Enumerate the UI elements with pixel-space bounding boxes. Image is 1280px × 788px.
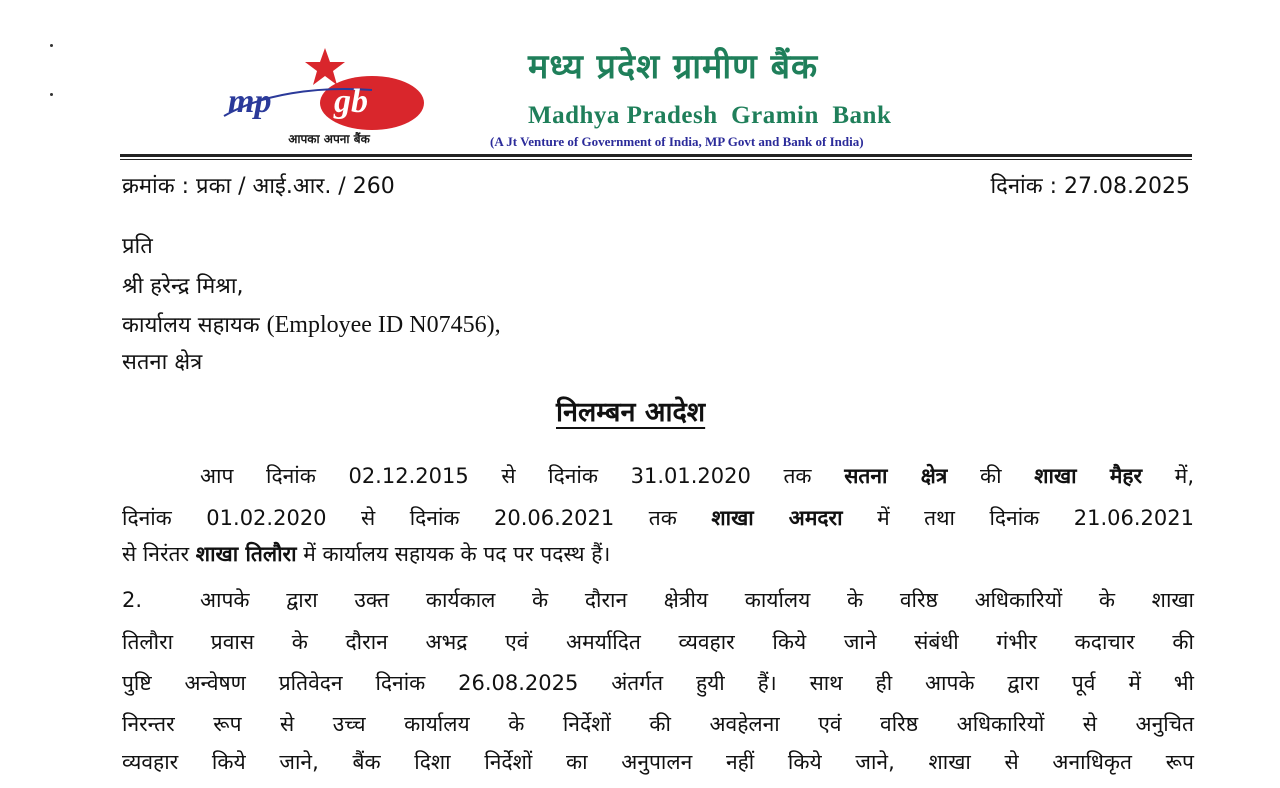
bank-name-english: Madhya Pradesh Gramin Bank <box>528 102 892 129</box>
paragraph1-line2 <box>122 504 1194 532</box>
p1-branch-maihar: शाखा मैहर <box>1034 464 1143 488</box>
addressee-name: श्री हरेन्द्र मिश्रा, <box>122 274 244 299</box>
employee-id: (Employee ID N07456), <box>266 312 501 338</box>
scan-speck <box>50 93 53 96</box>
paragraph1-line3 <box>122 540 1194 568</box>
letter-date: दिनांक : 27.08.2025 <box>990 174 1190 199</box>
p1-branch-amdara: शाखा अमदरा <box>711 506 843 530</box>
logo-tagline: आपका अपना बैंक <box>288 132 370 146</box>
p1-branch-tilaura: शाखा तिलौरा <box>195 542 297 566</box>
p1-text: में, <box>1142 464 1194 488</box>
star-icon <box>305 48 345 85</box>
p1-text: आप दिनांक 02.12.2015 से दिनांक 31.01.2020 तक <box>200 464 845 488</box>
logo-graphic <box>222 46 432 136</box>
paragraph1-line1 <box>122 462 1194 490</box>
bank-logo <box>222 46 432 154</box>
p1-text: में कार्यालय सहायक के पद पर पदस्थ हैं। <box>296 542 611 566</box>
paragraph2-line3: पुष्टि अन्वेषण प्रतिवेदन दिनांक 26.08.2025 अंतर्गत हुयी हैं। साथ ही आपके द्वारा पूर्व में भी <box>122 671 1194 695</box>
p2-text: आपके द्वारा उक्त कार्यकाल के दौरान क्षेत्रीय कार्यालय के वरिष्ठ अधिकारियों के शाखा <box>200 588 1194 612</box>
paragraph2-line5: व्यवहार किये जाने, बैंक दिशा निर्देशों का अनुपालन नहीं किये जाने, शाखा से अनाधिकृत रूप <box>122 750 1194 774</box>
logo-mp-text: mp <box>228 83 272 120</box>
p1-text: दिनांक 01.02.2020 से दिनांक 20.06.2021 तक <box>122 506 712 530</box>
addressee-designation <box>122 309 501 339</box>
scan-speck <box>50 44 53 47</box>
reference-number: क्रमांक : प्रका / आई.आर. / 260 <box>122 174 395 199</box>
letterhead-divider <box>120 154 1192 157</box>
designation-text: कार्यालय सहायक <box>122 313 267 338</box>
bank-name-hindi: मध्य प्रदेश ग्रामीण बैंक <box>528 47 819 87</box>
p1-region: सतना क्षेत्र <box>844 464 948 488</box>
p1-text: से निरंतर <box>122 542 196 566</box>
paragraph2-line1 <box>122 586 1194 614</box>
p1-text: में तथा दिनांक 21.06.2021 <box>842 506 1194 530</box>
p1-text: की <box>947 464 1035 488</box>
paragraph2-line4: निरन्तर रूप से उच्च कार्यालय के निर्देशों की अवहेलना एवं वरिष्ठ अधिकारियों से अनुचित <box>122 712 1194 736</box>
paragraph2-line2: तिलौरा प्रवास के दौरान अभद्र एवं अमर्यादित व्यवहार किये जाने संबंधी गंभीर कदाचार की <box>122 630 1194 654</box>
order-title: निलम्बन आदेश <box>556 397 706 428</box>
salutation: प्रति <box>122 234 153 259</box>
addressee-region: सतना क्षेत्र <box>122 350 203 375</box>
paragraph-number: 2. <box>122 588 143 612</box>
bank-subtitle: (A Jt Venture of Government of India, MP Govt and Bank of India) <box>490 134 864 149</box>
letterhead-divider-thin <box>120 159 1192 160</box>
logo-gb-text: gb <box>334 83 368 120</box>
